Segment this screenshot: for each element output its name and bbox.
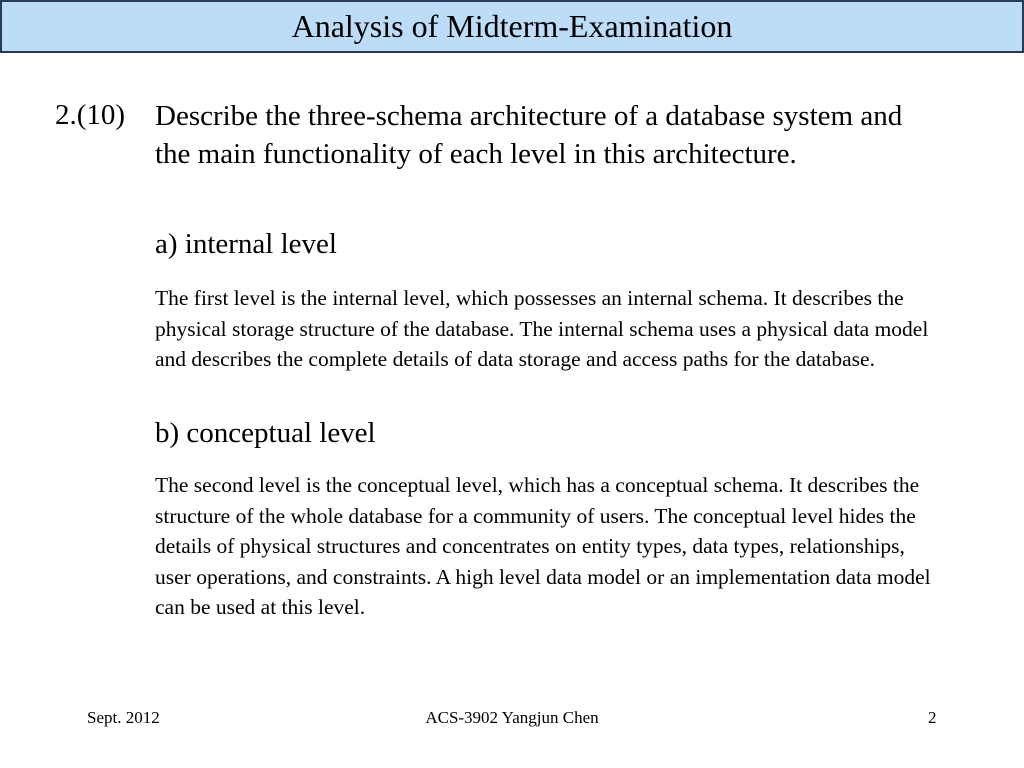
slide-title: Analysis of Midterm-Examination [291, 7, 733, 44]
section-body-internal-level: The first level is the internal level, which possesses an internal schema. It describes the physical storage structure of the database. The internal schema uses a physical data model and describes the complete details of data storage and access paths for the database. [155, 286, 929, 371]
footer-date: Sept. 2012 [87, 708, 160, 727]
question-text: Describe the three-schema architecture of a database system and the main functionality of each level in this architecture. [155, 100, 903, 170]
slide-title-bar [0, 0, 1024, 53]
question-number: 2.(10) [55, 99, 126, 131]
section-body-conceptual-level: The second level is the conceptual level, which has a conceptual schema. It describes the structure of the whole database for a community of users. The conceptual level hides the details of physical structures and concentrates on entity types, data types, relationships, user operations, and constraints. A high level data model or an implementation data model can be used at this level. [155, 473, 931, 619]
section-heading-conceptual-level: b) conceptual level [155, 417, 376, 449]
footer-course: ACS-3902 Yangjun Chen [425, 708, 599, 727]
section-heading-internal-level: a) internal level [155, 228, 337, 260]
footer-page-number: 2 [928, 708, 937, 727]
